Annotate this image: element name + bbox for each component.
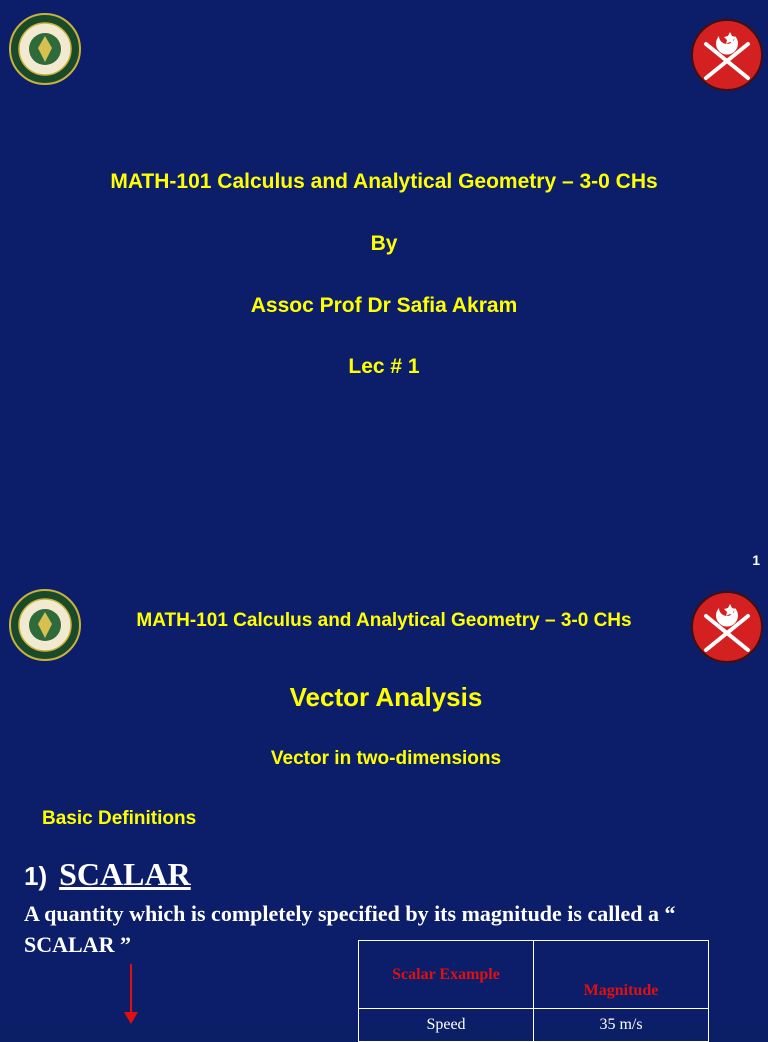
scalar-table bbox=[358, 940, 709, 1042]
course-title: MATH-101 Calculus and Analytical Geometry – 3-0 CHs bbox=[110, 170, 658, 193]
item-number: 1) bbox=[24, 861, 48, 891]
slide-heading: Vector Analysis bbox=[289, 682, 483, 712]
course-title: MATH-101 Calculus and Analytical Geometry – 3-0 CHs bbox=[136, 610, 632, 631]
by-label: By bbox=[370, 232, 398, 255]
scalar-heading bbox=[24, 856, 191, 893]
section-title: Basic Definitions bbox=[42, 808, 197, 829]
page-number: 1 bbox=[752, 552, 760, 568]
scalar-definition: A quantity which is completely specified by its magnitude is called a “ SCALAR ” bbox=[24, 901, 676, 957]
table-cell: 35 m/s bbox=[534, 1009, 709, 1042]
item-title: SCALAR bbox=[59, 856, 191, 892]
table-header-cell: Scalar Example bbox=[359, 941, 534, 1009]
slide-subheading: Vector in two-dimensions bbox=[270, 748, 502, 769]
table-header-cell: Magnitude bbox=[534, 941, 709, 1009]
lecture-number: Lec # 1 bbox=[348, 355, 420, 378]
college-emblem-icon bbox=[8, 12, 82, 86]
down-arrow-icon bbox=[122, 964, 140, 1024]
crossed-swords-crescent-icon bbox=[690, 18, 764, 92]
table-cell: Speed bbox=[359, 1009, 534, 1042]
author-name: Assoc Prof Dr Safia Akram bbox=[250, 294, 518, 317]
